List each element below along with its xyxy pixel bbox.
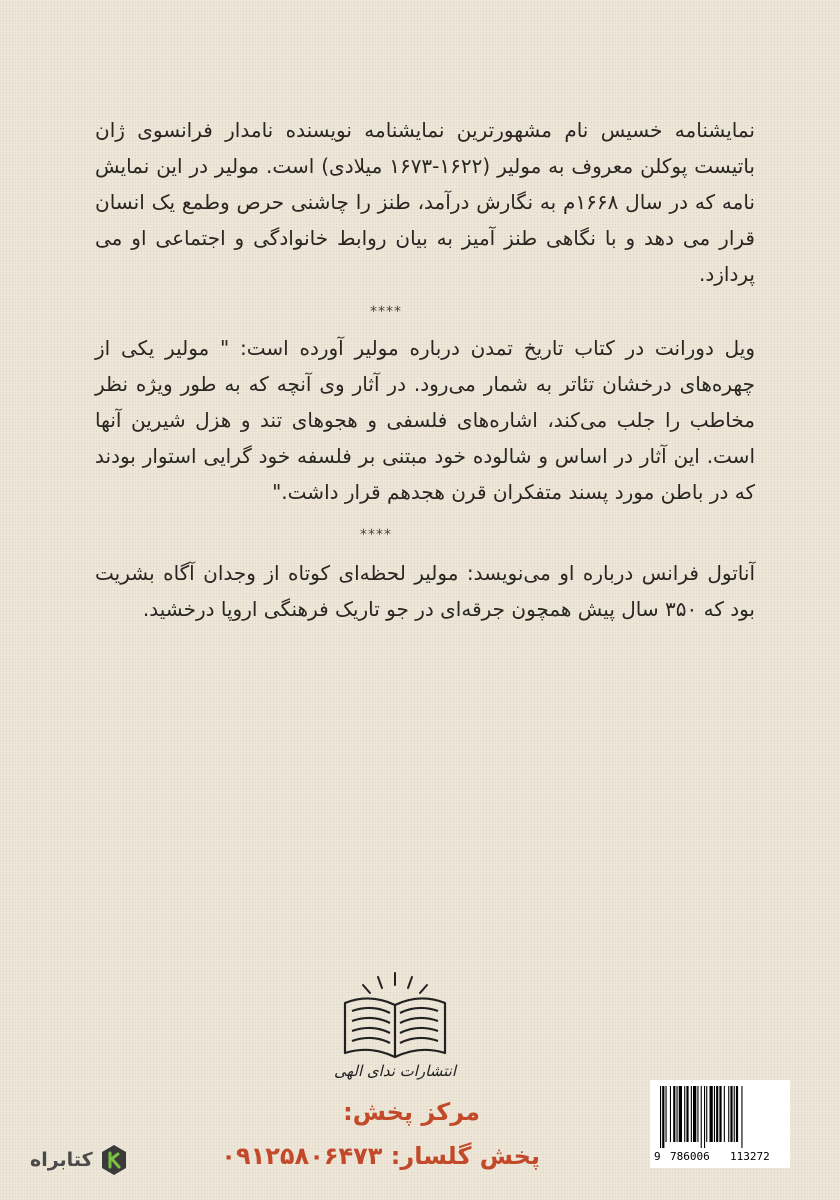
france-quote xyxy=(95,555,755,627)
barcode-bar xyxy=(716,1086,718,1142)
barcode-group-2: 113272 xyxy=(730,1150,770,1163)
ketabrah-brand xyxy=(30,1140,140,1180)
barcode-bar xyxy=(670,1086,671,1142)
barcode-bar xyxy=(710,1086,713,1142)
distribution-line-label: پخش گلسار: xyxy=(390,1142,540,1170)
barcode-bar xyxy=(706,1086,707,1142)
barcode-bar xyxy=(686,1086,688,1142)
barcode-bar xyxy=(728,1086,729,1142)
barcode-bar xyxy=(684,1086,685,1142)
barcode-bar xyxy=(662,1086,664,1148)
ketabrah-logo-icon xyxy=(99,1143,129,1177)
paragraph-1: نمایشنامه خسیس نام مشهورترین نمایشنامه نویسنده نامدار فرانسوی ژان باتیست پوکلن معروف به مولیر (۱۶۲۲-۱۶۷۳ میلادی) است. مولیر در این نمایش نامه که در سال ۱۶۶۸م به نگارش درآمد، طنز را چاشنی حرص وطمع یک انسان قرار می دهد و با نگاهی طنز آمیز به بیان روابط خانوادگی و اجتماعی او می پردازد. xyxy=(95,118,756,286)
barcode-bar xyxy=(673,1086,675,1142)
barcode-bar xyxy=(734,1086,735,1142)
barcode-bars xyxy=(656,1086,784,1148)
barcode-digits xyxy=(650,1150,790,1166)
intro-paragraph xyxy=(95,112,755,292)
barcode-bar xyxy=(660,1086,661,1148)
barcode-bar xyxy=(724,1086,725,1142)
brand-name: کتابراه xyxy=(30,1149,93,1171)
barcode-bar xyxy=(691,1086,692,1142)
barcode-bar xyxy=(677,1086,678,1142)
barcode-bar xyxy=(741,1086,742,1148)
barcode-bar xyxy=(704,1086,705,1148)
barcode-bar xyxy=(701,1086,702,1148)
isbn-barcode xyxy=(650,1080,790,1168)
barcode-bar xyxy=(736,1086,738,1142)
paragraph-2: ویل دورانت در کتاب تاریخ تمدن درباره مولیر آورده است: " مولیر یکی از چهره‌های درخشان تئاتر به شمار می‌رود. در آثار وی آنچه که به طور ویژه نظر مخاطب را جلب می‌کند، اشاره‌های فلسفی و هجوهای تند و هزل شیرین آنها است. این آثار در اساس و شالوده خود مبتنی بر فلسفه خود گرایی استوار بودند که در باطن مورد پسند متفکران قرن هجدهم قرار داشت." xyxy=(95,336,755,504)
barcode-bar xyxy=(693,1086,696,1142)
barcode-group-1: 786006 xyxy=(670,1150,710,1163)
barcode-bar xyxy=(697,1086,698,1142)
barcode-first-digit: 9 xyxy=(654,1150,661,1163)
barcode-bar xyxy=(719,1086,721,1142)
barcode-bar xyxy=(666,1086,667,1142)
barcode-bar xyxy=(714,1086,715,1142)
separator-1: **** xyxy=(370,304,402,320)
distribution-center-label: مرکز پخش: xyxy=(343,1098,480,1126)
barcode-bar xyxy=(730,1086,732,1142)
barcode-bar xyxy=(679,1086,682,1142)
separator-2: **** xyxy=(360,527,392,543)
publisher-name: انتشارات ندای الهی xyxy=(334,1062,456,1080)
paragraph-3: آناتول فرانس درباره او می‌نویسد: مولیر لحظه‌ای کوتاه از وجدان آگاه بشریت بود که ۳۵۰ سال پیش همچون جرقه‌ای در جو تاریک فرهنگی اروپا درخشید. xyxy=(95,561,755,621)
distribution-phone: ۰۹۱۲۵۸۰۶۴۷۳ xyxy=(221,1142,383,1170)
durant-quote xyxy=(95,330,755,510)
distribution-line xyxy=(221,1142,540,1170)
